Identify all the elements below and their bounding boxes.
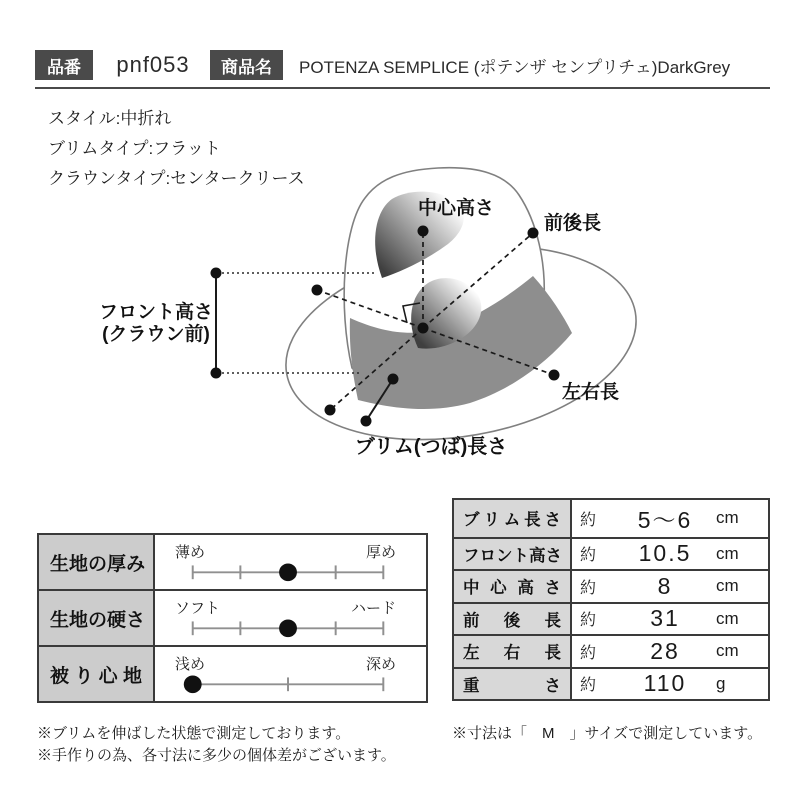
dim-label-weight: 重 さ: [454, 669, 572, 700]
spec-style: スタイル:中折れ: [48, 109, 172, 128]
center-height-dot: [418, 226, 429, 237]
crown-front-dot: [312, 285, 323, 296]
dim-value-weight: [572, 669, 768, 700]
label-front-height-2: (クラウン前): [102, 324, 210, 345]
approx-prefix: 約: [580, 547, 597, 565]
scale-end-label-left: 薄め: [175, 544, 206, 561]
approx-prefix: 約: [580, 511, 597, 529]
footnote-handmade: ※手作りの為、各寸法に多少の個体差がございます。: [37, 747, 396, 764]
label-front-back: 前後長: [544, 213, 602, 234]
dim-value: 8: [657, 572, 673, 599]
scale-end-label-right: 厚め: [365, 544, 396, 561]
fit-row-scale-hardness: [155, 591, 426, 647]
center-intersection-dot: [418, 323, 429, 334]
dim-unit: cm: [716, 608, 739, 628]
dim-unit: cm: [716, 576, 739, 596]
product-name-value: POTENZA SEMPLICE (ポテンザ センプリチェ)DarkGrey: [299, 57, 731, 77]
approx-prefix: 約: [580, 579, 597, 597]
scale-end-label-right: 深め: [365, 656, 396, 673]
label-brim-length: ブリム(つば)長さ: [354, 436, 508, 458]
fit-row-scale-fit: [155, 647, 426, 701]
footnotes-right: [452, 723, 762, 745]
left-right-dot: [549, 370, 560, 381]
front-height-top-dot: [211, 268, 222, 279]
spec-brim-type: ブリムタイプ:フラット: [48, 139, 221, 158]
front-back-dot: [528, 228, 539, 239]
item-number-value: pnf053: [116, 52, 190, 77]
dim-value: 5〜6: [637, 506, 693, 533]
dim-value: 110: [643, 670, 687, 697]
fit-row-label-hardness: 生 地 の 硬 さ: [39, 591, 155, 647]
scale-end-label-right: ハード: [350, 600, 396, 617]
dimension-table: [452, 498, 770, 701]
approx-prefix: 約: [580, 677, 597, 695]
header-divider: [35, 87, 770, 89]
dim-label-center-height: 中 心 高 さ: [454, 571, 572, 604]
dim-value: 28: [650, 637, 680, 664]
label-left-right: 左右長: [562, 382, 620, 403]
dim-label-brim: ブ リ ム 長 さ: [454, 500, 572, 539]
dim-value: 10.5: [638, 540, 692, 567]
dim-value-center-height: [572, 571, 768, 604]
label-front-height-1: フロント高さ: [98, 302, 214, 323]
dim-label-left-right: 左 右 長: [454, 636, 572, 669]
spec-crown-type: クラウンタイプ:センタークリース: [48, 169, 305, 188]
fit-row-label-fit: 被 り 心 地: [39, 647, 155, 701]
front-height-bottom-dot: [211, 368, 222, 379]
dim-value-front-back: [572, 604, 768, 637]
footnote-brim-measured: ※ブリムを伸ばした状態で測定しております。: [37, 725, 351, 742]
dim-label-front-back: 前 後 長: [454, 604, 572, 637]
dim-value-left-right: [572, 636, 768, 669]
fit-row-scale-thickness: [155, 535, 426, 591]
approx-prefix: 約: [580, 644, 597, 662]
brim-edge-dot: [361, 416, 372, 427]
fit-row-label-thickness: 生 地 の 厚 み: [39, 535, 155, 591]
footnote-size-m: ※寸法は「 M 」サイズで測定しています。: [452, 725, 763, 742]
dim-unit: g: [716, 673, 726, 693]
footnotes-left: [37, 723, 396, 767]
brim-base-dot: [388, 374, 399, 385]
dim-unit: cm: [716, 508, 739, 528]
scale-end-label-left: 浅め: [175, 656, 206, 673]
dim-value-front-height: [572, 539, 768, 572]
product-name-label-badge: 商品名: [210, 50, 283, 80]
scale-end-label-left: ソフト: [175, 600, 221, 617]
dim-value-brim: [572, 500, 768, 539]
dim-value: 31: [650, 605, 680, 632]
fabric-property-table: [37, 533, 428, 703]
dim-unit: cm: [716, 641, 739, 661]
dim-unit: cm: [716, 543, 739, 563]
dim-label-front-height: フ ロ ン ト 高 さ: [454, 539, 572, 572]
item-number-label-badge: 品番: [35, 50, 93, 80]
label-center-height: 中心高さ: [417, 198, 495, 219]
brim-left-dot: [325, 405, 336, 416]
hat-measurement-diagram: [70, 155, 690, 475]
approx-prefix: 約: [580, 612, 597, 630]
